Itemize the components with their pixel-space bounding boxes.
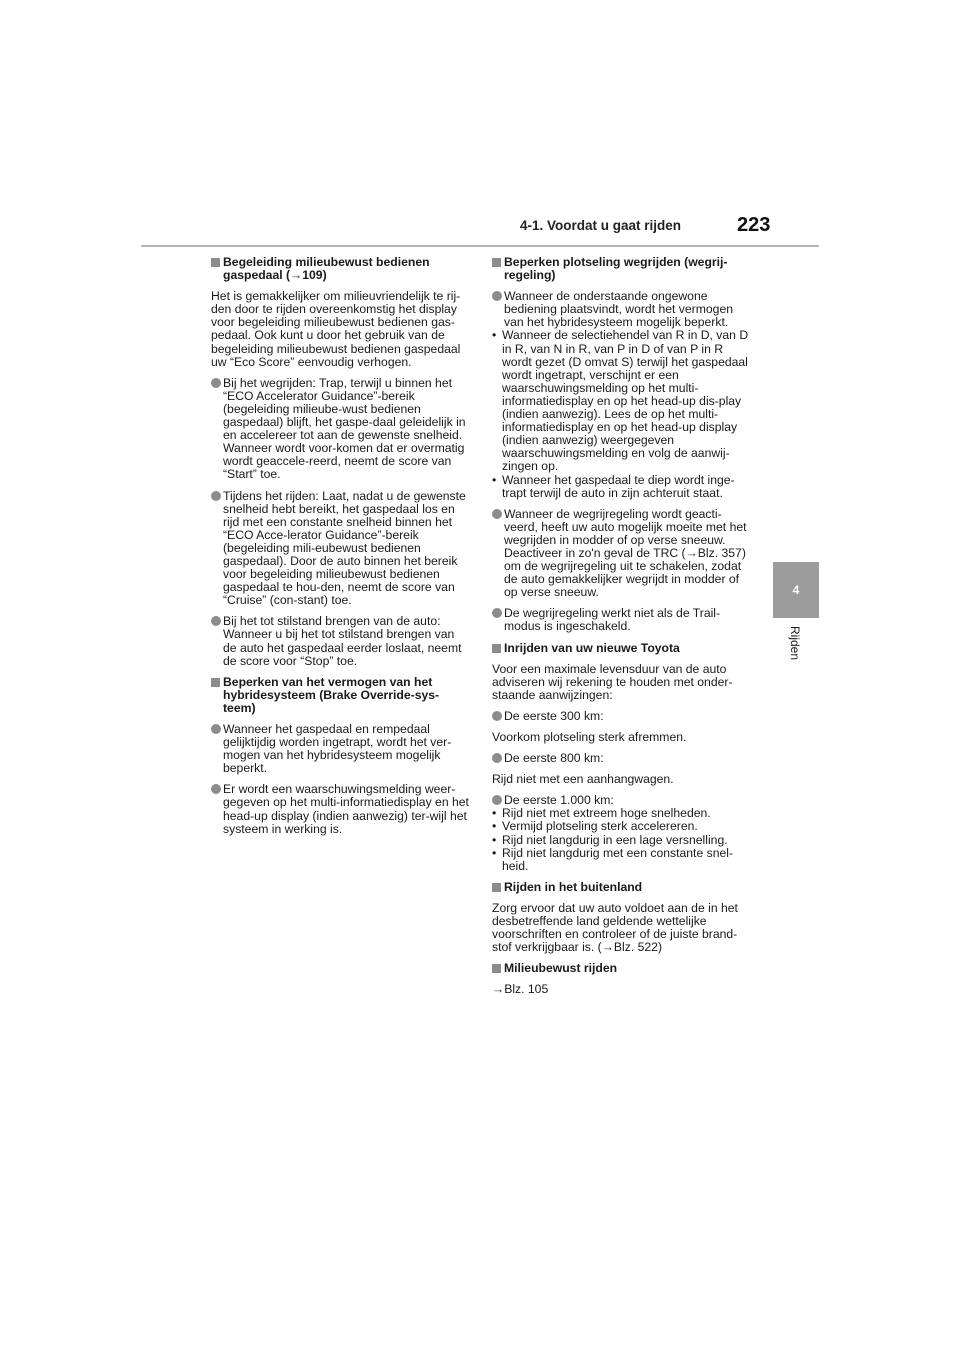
square-bullet-icon [211, 678, 220, 687]
circle-bullet-icon [492, 753, 502, 763]
right-column [492, 256, 750, 1005]
circle-bullet-icon [492, 711, 502, 721]
circle-bullet-icon [492, 795, 502, 805]
circle-bullet-icon [211, 784, 221, 794]
square-bullet-icon [492, 883, 501, 892]
page-number: 223 [737, 214, 771, 236]
heading-brake-override: Beperken van het vermogen van het hybridesysteem (Brake Override-sys-teem) [211, 676, 469, 715]
sub-item: • Vermijd plotseling sterk accelereren. [492, 819, 698, 834]
paragraph: Rijd niet met een aanhangwagen. [492, 772, 674, 787]
bullet-item: Tijdens het rijden: Laat, nadat u de gewenste snelheid hebt bereikt, het gaspedaal los en rijd met een constante snelheid binnen het “ECO Acce-lerator Guidance”-bereik (begeleiding mili-eubewust bedienen gaspedaal). Door de auto binnen het bereik voor begeleiding milieubewust bedienen gaspedaal te hou-den, neemt de score van “Cruise” (con-stant) toe. [211, 490, 469, 608]
bullet-item: De eerste 1.000 km: [492, 794, 750, 807]
section-title: 4-1. Voordat u gaat rijden [520, 218, 682, 233]
circle-bullet-icon [211, 616, 221, 626]
chapter-tab[interactable] [773, 562, 819, 618]
bullet-item: Bij het wegrijden: Trap, terwijl u binnen het “ECO Accelerator Guidance”-bereik (begeleiding milieube-wust bedienen gaspedaal) blijft, het gaspe-daal geleidelijk in en accelereer tot aan de gewenste snelheid. Wanneer wordt voor-komen dat er overmatig wordt geaccele-reerd, neemt de score van “Start” toe. [211, 377, 469, 482]
circle-bullet-icon [211, 378, 221, 388]
sub-list [492, 329, 750, 499]
header-divider [141, 245, 819, 247]
bullet-item: De eerste 300 km: [492, 710, 750, 723]
sub-item: • Rijd niet langdurig met een constante snel-heid. [492, 845, 734, 873]
circle-bullet-icon [211, 491, 221, 501]
heading-eco-driving: Milieubewust rijden [492, 962, 750, 975]
circle-bullet-icon [211, 724, 221, 734]
circle-bullet-icon [492, 608, 502, 618]
paragraph: Voorkom plotseling sterk afremmen. [492, 730, 687, 744]
heading-abroad: Rijden in het buitenland [492, 881, 750, 894]
chapter-number: 4 [792, 583, 800, 597]
sub-item: • Rijd niet met extreem hoge snelheden. [492, 806, 711, 821]
square-bullet-icon [492, 644, 501, 653]
bullet-item: Er wordt een waarschuwingsmelding weer-gegeven op het multi-informatiedisplay en het head-up display (indien aanwezig) ter-wijl het systeem in werking is. [211, 783, 469, 835]
circle-bullet-icon [492, 291, 502, 301]
square-bullet-icon [492, 964, 501, 973]
circle-bullet-icon [492, 509, 502, 519]
paragraph: Voor een maximale levensduur van de auto adviseren wij rekening te houden met onder-staande aanwijzingen: [492, 661, 733, 702]
page-reference-link[interactable]: →Blz. 105 [492, 982, 549, 997]
bullet-item: Wanneer de onderstaande ongewone bediening plaatsvindt, wordt het vermogen van het hybridesysteem mogelijk beperkt. [492, 290, 750, 329]
chapter-label: Rijden [788, 626, 802, 661]
bullet-item: Wanneer het gaspedaal en rempedaal gelijktijdig worden ingetrapt, wordt het ver-mogen van het hybridesysteem mogelijk beperkt. [211, 723, 469, 775]
bullet-item: Bij het tot stilstand brengen van de auto: Wanneer u bij het tot stilstand brengen van de auto het gaspedaal eerder loslaat, neemt de score voor “Stop” toe. [211, 615, 469, 667]
sub-item: • Wanneer het gaspedaal te diep wordt inge-trapt terwijl de auto in zijn achteruit staat. [492, 472, 735, 500]
bullet-item: De wegrijregeling werkt niet als de Trail-modus is ingeschakeld. [492, 607, 750, 633]
left-column [211, 256, 469, 844]
heading-break-in: Inrijden van uw nieuwe Toyota [492, 642, 750, 655]
sub-item: • Rijd niet langdurig in een lage versnelling. [492, 832, 728, 847]
heading-eco-guidance: Begeleiding milieubewust bedienen gaspedaal (→109) [211, 256, 469, 282]
square-bullet-icon [211, 258, 220, 267]
paragraph: Het is gemakkelijker om milieuvriendelijk te rij-den door te rijden overeenkomstig het display voor begeleiding milieubewust bedienen gas-pedaal. Ook kunt u door het gebruik van de begeleiding milieubewust bedienen gaspedaal uw “Eco Score” eenvoudig verhogen. [211, 289, 461, 369]
paragraph: Zorg ervoor dat uw auto voldoet aan de in het desbetreffende land geldende wettelijke voorschriften en controleer of de juiste brand-stof verkrijgbaar is. (→Blz. 522) [492, 900, 738, 955]
square-bullet-icon [492, 258, 501, 267]
heading-drive-start-control: Beperken plotseling wegrijden (wegrij-regeling) [492, 256, 750, 282]
bullet-item: Wanneer de wegrijregeling wordt geacti-veerd, heeft uw auto mogelijk moeite met het wegrijden in modder of op verse sneeuw. Deactiveer in zo'n geval de TRC (→Blz. 357) om de wegrijregeling uit te schakelen, zodat de auto gemakkelijker wegrijdt in modder of op verse sneeuw. [492, 508, 750, 600]
sub-list [492, 807, 750, 872]
sub-item: • Wanneer de selectiehendel van R in D, van D in R, van N in R, van P in D of van P in R wordt gezet (D omvat S) terwijl het gaspedaal wordt ingetrapt, verschijnt er een waarschuwingsmelding op het multi-informatiedisplay en op het head-up dis-play (indien aanwezig). Lees de op het multi-informatiedisplay en op het head-up display (indien aanwezig) weergegeven waarschuwingsmelding en volg de aanwij-zingen op. [492, 328, 749, 474]
bullet-item: De eerste 800 km: [492, 752, 750, 765]
